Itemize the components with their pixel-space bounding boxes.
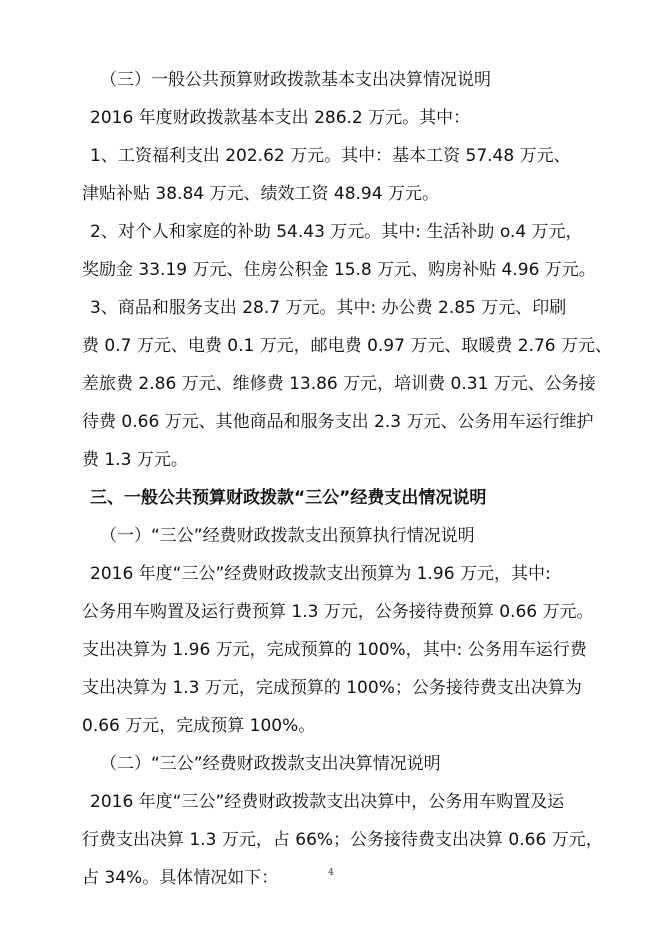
- paragraph-goods-line-2: 费 0.7 万元、电费 0.1 万元，邮电费 0.97 万元、取暖费 2.76 万元、: [82, 336, 613, 356]
- subsection-heading-budget-execution: （一）“三公”经费财政拨款支出预算执行情况说明: [100, 526, 475, 546]
- paragraph-final-line-3: 占 34%。具体情况如下：: [82, 868, 279, 888]
- paragraph-subsidy-line-2: 奖励金 33.19 万元、住房公积金 15.8 万元、购房补贴 4.96 万元。: [82, 260, 596, 280]
- paragraph-budget-line-3: 支出决算为 1.96 万元，完成预算的 100%，其中: 公务用车运行费: [82, 640, 587, 660]
- paragraph-goods-line-5: 费 1.3 万元。: [82, 450, 188, 470]
- subsection-heading-final-accounts: （二）“三公”经费财政拨款支出决算情况说明: [100, 754, 441, 774]
- paragraph-budget-line-5: 0.66 万元，完成预算 100%。: [82, 716, 316, 736]
- page-number: 4: [328, 868, 334, 878]
- paragraph-budget-line-1: 2016 年度“三公”经费财政拨款支出预算为 1.96 万元，其中:: [90, 564, 551, 584]
- paragraph-total-basic: 2016 年度财政拨款基本支出 286.2 万元。其中：: [90, 108, 471, 128]
- paragraph-final-line-2: 行费支出决算 1.3 万元，占 66%；公务接待费支出决算 0.66 万元，: [82, 830, 603, 850]
- paragraph-final-line-1: 2016 年度“三公”经费财政拨款支出决算中，公务用车购置及运: [90, 792, 565, 812]
- paragraph-salary-line-2: 津贴补贴 38.84 万元、绩效工资 48.94 万元。: [82, 184, 439, 204]
- paragraph-goods-line-4: 待费 0.66 万元、其他商品和服务支出 2.3 万元、公务用车运行维护: [82, 412, 594, 432]
- paragraph-budget-line-4: 支出决算为 1.3 万元，完成预算的 100%；公务接待费支出决算为: [82, 678, 582, 698]
- section-heading-three-public: 三、一般公共预算财政拨款“三公”经费支出情况说明: [90, 488, 487, 508]
- paragraph-salary-line-1: 1、工资福利支出 202.62 万元。其中：基本工资 57.48 万元、: [90, 146, 571, 166]
- paragraph-subsidy-line-1: 2、对个人和家庭的补助 54.43 万元。其中: 生活补助 o.4 万元，: [90, 222, 583, 242]
- section-heading-basic-expenditure: （三）一般公共预算财政拨款基本支出决算情况说明: [100, 70, 491, 90]
- paragraph-goods-line-3: 差旅费 2.86 万元、维修费 13.86 万元，培训费 0.31 万元、公务接: [82, 374, 596, 394]
- paragraph-budget-line-2: 公务用车购置及运行费预算 1.3 万元，公务接待费预算 0.66 万元。: [82, 602, 594, 622]
- paragraph-goods-line-1: 3、商品和服务支出 28.7 万元。其中: 办公费 2.85 万元、印刷: [90, 298, 567, 318]
